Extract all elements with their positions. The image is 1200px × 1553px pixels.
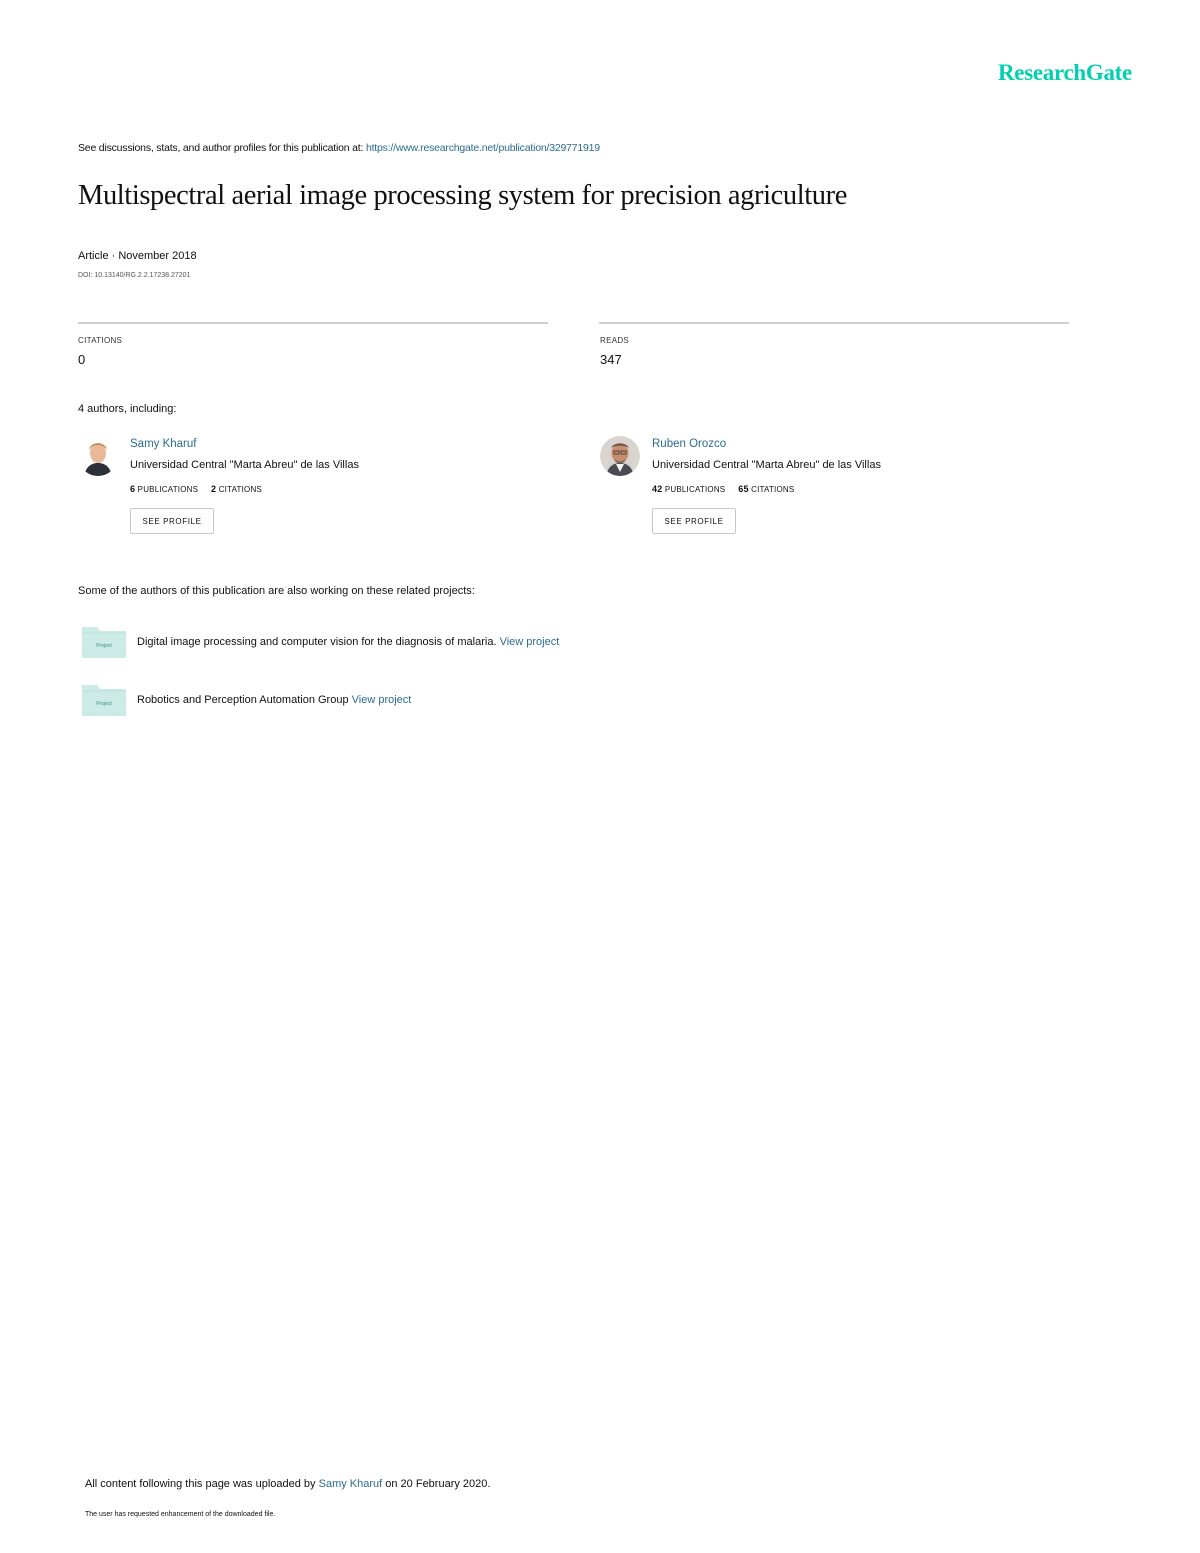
- author-institution: Universidad Central "Marta Abreu" de las Villas: [652, 459, 881, 471]
- author-citations-label: CITATIONS: [218, 485, 262, 494]
- upload-note: [85, 1478, 490, 1490]
- projects-heading: Some of the authors of this publication are also working on these related projects:: [78, 585, 475, 597]
- citations-count: 2: [211, 484, 217, 494]
- publication-meta: Article · November 2018: [78, 250, 197, 262]
- researchgate-logo[interactable]: ResearchGate: [998, 60, 1132, 85]
- author-avatar[interactable]: [78, 436, 118, 476]
- reads-value: 347: [600, 352, 622, 367]
- see-profile-button[interactable]: SEE PROFILE: [652, 508, 736, 534]
- author-name-link[interactable]: Samy Kharuf: [130, 438, 197, 450]
- view-project-link[interactable]: View project: [499, 636, 560, 648]
- citations-count: 65: [738, 484, 749, 494]
- author-card: [600, 436, 1030, 540]
- publication-title: Multispectral aerial image processing system for precision agriculture: [78, 180, 847, 211]
- author-avatar[interactable]: [600, 436, 640, 476]
- publications-count: 42: [652, 484, 663, 494]
- requested-enhancement-note: The user has requested enhancement of the downloaded file.: [85, 1511, 276, 1518]
- uploader-link[interactable]: Samy Kharuf: [318, 1478, 383, 1490]
- author-stats: [652, 484, 794, 494]
- upload-suffix: on 20 February 2020.: [385, 1478, 491, 1490]
- citations-label: CITATIONS: [78, 336, 123, 345]
- view-project-link[interactable]: View project: [351, 694, 412, 706]
- citations-value: 0: [78, 352, 86, 367]
- author-stats: [130, 484, 262, 494]
- folder-label: Project: [96, 643, 112, 649]
- discussion-line: [78, 142, 600, 154]
- publications-label: PUBLICATIONS: [137, 485, 199, 494]
- reads-label: READS: [600, 336, 630, 345]
- project-item: [82, 624, 882, 660]
- publications-label: PUBLICATIONS: [664, 485, 726, 494]
- authors-heading: 4 authors, including:: [78, 403, 177, 415]
- project-text: [137, 694, 411, 706]
- reads-divider: [599, 322, 1069, 324]
- discussion-prefix: See discussions, stats, and author profiles for this publication at:: [78, 142, 364, 154]
- publications-count: 6: [130, 484, 136, 494]
- project-folder-icon: [82, 624, 126, 660]
- author-card: [78, 436, 508, 540]
- project-folder-icon: [82, 682, 126, 718]
- author-name-link[interactable]: Ruben Orozco: [652, 438, 727, 450]
- citations-divider: [78, 322, 548, 324]
- publication-doi: DOI: 10.13140/RG.2.2.17238.27201: [78, 272, 191, 279]
- project-title: Digital image processing and computer vision for the diagnosis of malaria.: [137, 636, 497, 648]
- see-profile-button[interactable]: SEE PROFILE: [130, 508, 214, 534]
- author-institution: Universidad Central "Marta Abreu" de las Villas: [130, 459, 359, 471]
- folder-label: Project: [96, 701, 112, 707]
- project-item: [82, 682, 882, 718]
- publication-url-link[interactable]: https://www.researchgate.net/publication/329771919: [365, 142, 600, 154]
- upload-prefix: All content following this page was uploaded by: [85, 1478, 316, 1490]
- project-text: [137, 636, 559, 648]
- author-citations-label: CITATIONS: [751, 485, 795, 494]
- project-title: Robotics and Perception Automation Group: [137, 694, 349, 706]
